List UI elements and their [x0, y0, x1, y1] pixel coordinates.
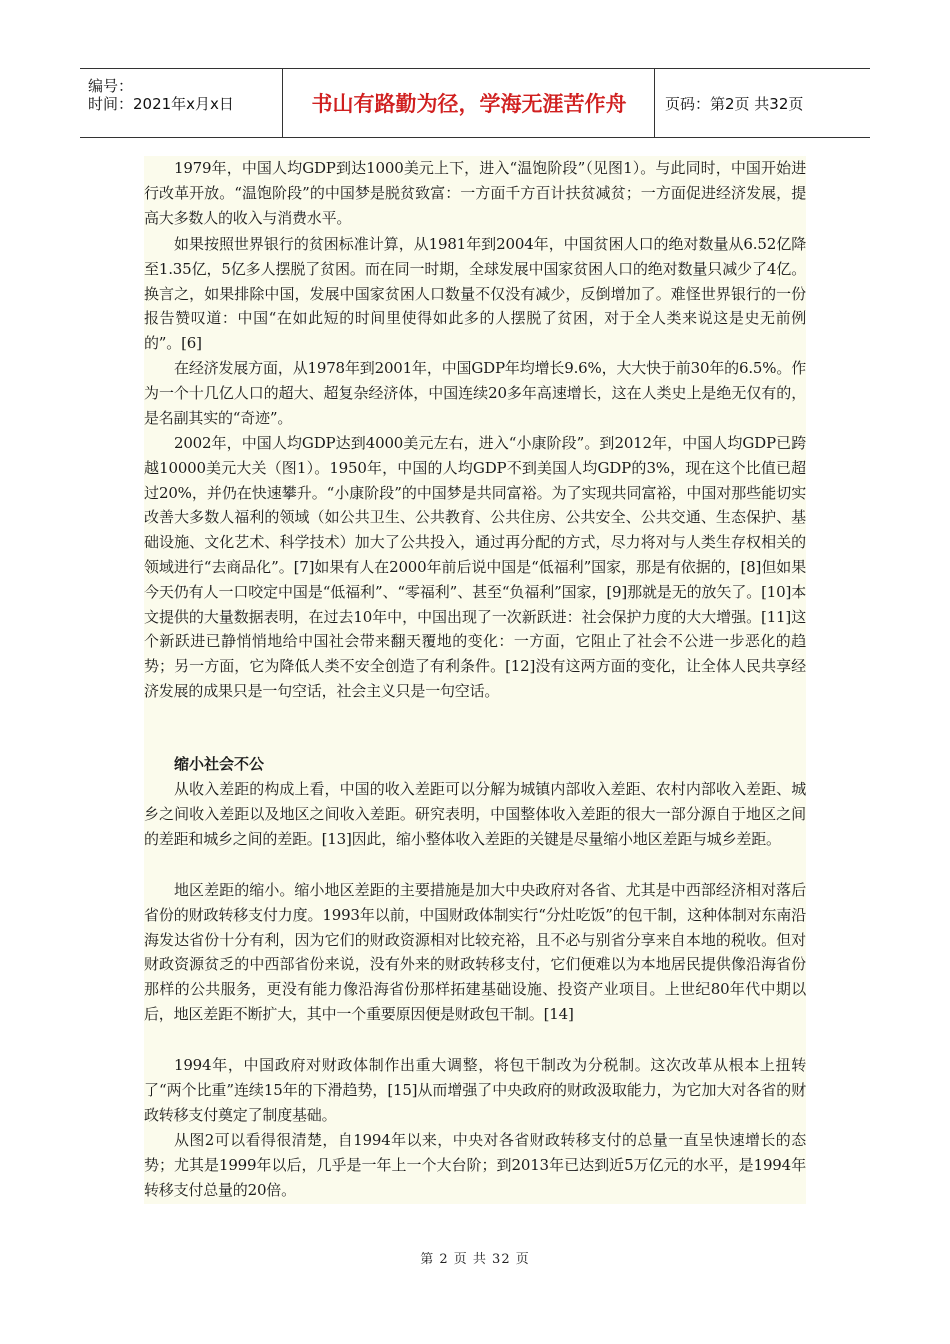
paragraph: 从收入差距的构成上看，中国的收入差距可以分解为城镇内部收入差距、农村内部收入差距、城乡之间收入差距以及地区之间收入差距。研究表明，中国整体收入差距的很大一部分源自于地区之间的差距和城乡之间的差距。[13]因此，缩小整体收入差距的关键是尽量缩小地区差距与城乡差距。 — [144, 780, 806, 848]
paragraph: 2002年，中国人均GDP达到4000美元左右，进入“小康阶段”。到2012年，中国人均GDP已跨越10000美元大关（图1）。1950年，中国的人均GDP不到美国人均GDP的3%，现在这个比值已超过20%，并仍在快速攀升。“小康阶段”的中国梦是共同富裕。为了实现共同富裕，中国对那些能切实改善大多数人福利的领域（如公共卫生、公共教育、公共住房、公共安全、公共交通、生态保护、基础设施、文化艺术、科学技术）加大了公共投入，通过再分配的方式，尽力将对与人类生存权相关的领域进行“去商品化”。[7]如果有人在2000年前后说中国是“低福利”国家，那是有依据的，[8]但如果今天仍有人一口咬定中国是“低福利”、“零福利”、甚至“负福利”国家，[9]那就是无的放矢了。[10]本文提供的大量数据表明，在过去10年中，中国出现了一次新跃进：社会保护力度的大大增强。[11]这个新跃进已静悄悄地给中国社会带来翻天覆地的变化：一方面，它阻止了社会不公进一步恶化的趋势；另一方面，它为降低人类不安全创造了有利条件。[12]没有这两方面的变化，让全体人民共享经济发展的成果只是一句空话，社会主义只是一句空话。 — [144, 434, 806, 700]
section-heading: 缩小社会不公 — [174, 755, 265, 773]
paragraph: 1979年，中国人均GDP到达1000美元上下，进入“温饱阶段”（见图1）。与此同时，中国开始进行改革开放。“温饱阶段”的中国梦是脱贫致富：一方面千方百计扶贫减贫；一方面促进经济发展，提高大多数人的收入与消费水平。 — [144, 159, 806, 227]
paragraph: 1994年，中国政府对财政体制作出重大调整，将包干制改为分税制。这次改革从根本上扭转了“两个比重”连续15年的下滑趋势，[15]从而增强了中央政府的财政汲取能力，为它加大对各省的财政转移支付奠定了制度基础。 — [144, 1056, 806, 1124]
header-page-code — [665, 69, 870, 137]
paragraph: 从图2可以看得很清楚，自1994年以来，中央对各省财政转移支付的总量一直呈快速增长的态势；尤其是1999年以后，几乎是一年上一个大台阶；到2013年已达到近5万亿元的水平，是1994年转移支付总量的20倍。 — [144, 1131, 806, 1199]
document-date: 时间：2021年x月x日 — [88, 95, 234, 113]
document-number-label: 编号： — [88, 77, 134, 95]
paragraph: 如果按照世界银行的贫困标准计算，从1981年到2004年，中国贫困人口的绝对数量从6.52亿降至1.35亿，5亿多人摆脱了贫困。而在同一时期，全球发展中国家贫困人口的绝对数量只减少了4亿。换言之，如果排除中国，发展中国家贫困人口数量不仅没有减少，反倒增加了。难怪世界银行的一份报告赞叹道：中国“在如此短的时间里使得如此多的人摆脱了贫困，对于全人类来说这是史无前例的”。[6] — [144, 235, 806, 353]
paragraph: 在经济发展方面，从1978年到2001年，中国GDP年均增长9.6%，大大快于前30年的6.5%。作为一个十几亿人口的超大、超复杂经济体，中国连续20多年高速增长，这在人类史上是绝无仅有的，是名副其实的“奇迹”。 — [144, 359, 806, 427]
header-motto: 书山有路勤为径，学海无涯苦作舟 — [284, 69, 655, 137]
header-meta-cell — [80, 69, 283, 137]
page-code-text: 页码：第2页 共32页 — [665, 94, 804, 113]
paragraph: 地区差距的缩小。缩小地区差距的主要措施是加大中央政府对各省、尤其是中西部经济相对落后省份的财政转移支付力度。1993年以前，中国财政体制实行“分灶吃饭”的包干制，这种体制对东南沿海发达省份十分有利，因为它们的财政资源相对比较充裕，且不必与别省分享来自本地的税收。但对财政资源贫乏的中西部省份来说，没有外来的财政转移支付，它们便难以为本地居民提供像沿海省份那样的公共服务，更没有能力像沿海省份那样拓建基础设施、投资产业项目。上世纪80年代中期以后，地区差距不断扩大，其中一个重要原因便是财政包干制。[14] — [144, 881, 806, 1023]
page-footer: 第 2 页 共 32 页 — [420, 1252, 530, 1267]
document-body — [144, 156, 806, 1204]
page-header — [80, 68, 870, 138]
